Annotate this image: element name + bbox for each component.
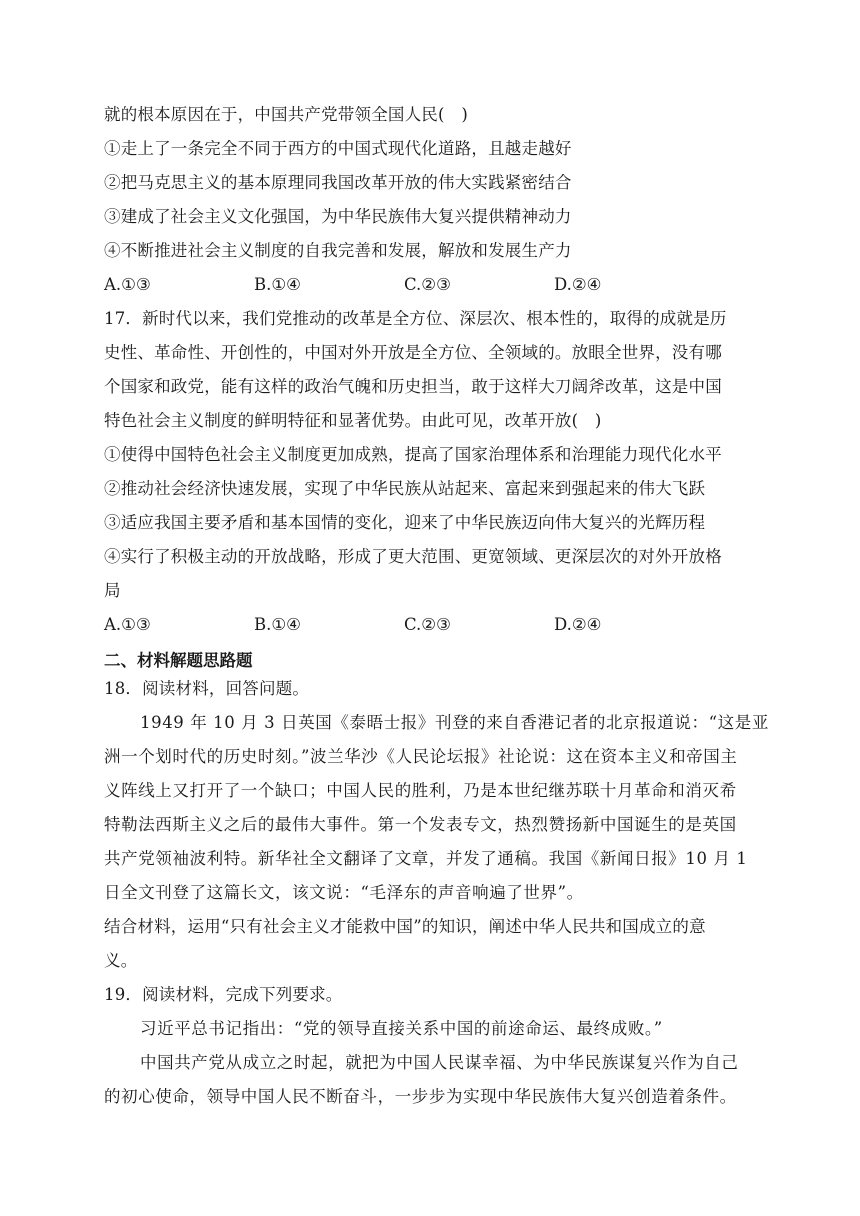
q17-stem-line-3: 个国家和政党，能有这样的政治气魄和历史担当，敢于这样大刀阔斧改革，这是中国 — [104, 377, 722, 396]
q16-item-4: ④不断推进社会主义制度的自我完善和发展，解放和发展生产力 — [104, 241, 572, 260]
q16-option-c[interactable]: C.②③ — [404, 275, 451, 294]
q17-item-4-cont: 局 — [104, 581, 121, 600]
q17-item-2: ②推动社会经济快速发展，实现了中华民族从站起来、富起来到强起来的伟大飞跃 — [104, 479, 706, 498]
q18-intro: 18．阅读材料，回答问题。 — [104, 679, 310, 698]
q17-option-c[interactable]: C.②③ — [404, 615, 451, 634]
q17-item-1: ①使得中国特色社会主义制度更加成熟，提高了国家治理体系和治理能力现代化水平 — [104, 445, 722, 464]
q17-option-b[interactable]: B.①④ — [254, 615, 301, 634]
q16-item-1: ①走上了一条完全不同于西方的中国式现代化道路，且越走越好 — [104, 139, 572, 158]
q18-material-line-5: 共产党领袖波利特。新华社全文翻译了文章，并发了通稿。我国《新闻日报》10 月 1 — [104, 849, 748, 868]
q17-stem-line-1: 17．新时代以来，我们党推动的改革是全方位、深层次、根本性的，取得的成就是历 — [104, 309, 727, 328]
q17-stem-line-2: 史性、革命性、开创性的，中国对外开放是全方位、全领域的。放眼全世界，没有哪 — [104, 343, 722, 362]
q16-option-b[interactable]: B.①④ — [254, 275, 301, 294]
q19-intro: 19．阅读材料，完成下列要求。 — [104, 985, 343, 1004]
q17-option-d[interactable]: D.②④ — [554, 615, 602, 634]
q18-question-line-2: 义。 — [104, 951, 138, 970]
q18-material-line-4: 特勒法西斯主义之后的最伟大事件。第一个发表专文，热烈赞扬新中国诞生的是英国 — [104, 815, 737, 834]
q19-material-line-3: 的初心使命，领导中国人民不断奋斗，一步步为实现中华民族伟大复兴创造着条件。 — [104, 1087, 737, 1106]
q17-stem-line-4: 特色社会主义制度的鲜明特征和显著优势。由此可见，改革开放( ) — [104, 411, 602, 430]
q17-item-4: ④实行了积极主动的开放战略，形成了更大范围、更宽领域、更深层次的对外开放格 — [104, 547, 722, 566]
q16-item-2: ②把马克思主义的基本原理同我国改革开放的伟大实践紧密结合 — [104, 173, 572, 192]
q18-material-line-1: 1949 年 10 月 3 日英国《泰晤士报》刊登的来自香港记者的北京报道说：“这是亚 — [140, 713, 769, 732]
q16-item-3: ③建成了社会主义文化强国，为中华民族伟大复兴提供精神动力 — [104, 207, 572, 226]
q17-option-a[interactable]: A.①③ — [104, 615, 151, 634]
q16-stem-tail: 就的根本原因在于，中国共产党带领全国人民( ) — [104, 105, 468, 124]
q19-material-line-1: 习近平总书记指出：“党的领导直接关系中国的前途命运、最终成败。” — [140, 1019, 663, 1038]
q18-question-line-1: 结合材料，运用“只有社会主义才能救中国”的知识，阐述中华人民共和国成立的意 — [104, 917, 706, 936]
q16-option-a[interactable]: A.①③ — [104, 275, 151, 294]
q18-material-line-3: 义阵线上又打开了一个缺口；中国人民的胜利，乃是本世纪继苏联十月革命和消灭希 — [104, 781, 737, 800]
q16-option-d[interactable]: D.②④ — [554, 275, 602, 294]
q18-material-line-2: 洲一个划时代的历史时刻。”波兰华沙《人民论坛报》社论说：这在资本主义和帝国主 — [104, 747, 738, 766]
section-heading: 二、材料解题思路题 — [104, 651, 253, 670]
q18-material-line-6: 日全文刊登了这篇长文，该文说：“毛泽东的声音响遍了世界”。 — [104, 883, 584, 902]
q19-material-line-2: 中国共产党从成立之时起，就把为中国人民谋幸福、为中华民族谋复兴作为自己 — [140, 1053, 739, 1072]
q17-item-3: ③适应我国主要矛盾和基本国情的变化，迎来了中华民族迈向伟大复兴的光辉历程 — [104, 513, 706, 532]
